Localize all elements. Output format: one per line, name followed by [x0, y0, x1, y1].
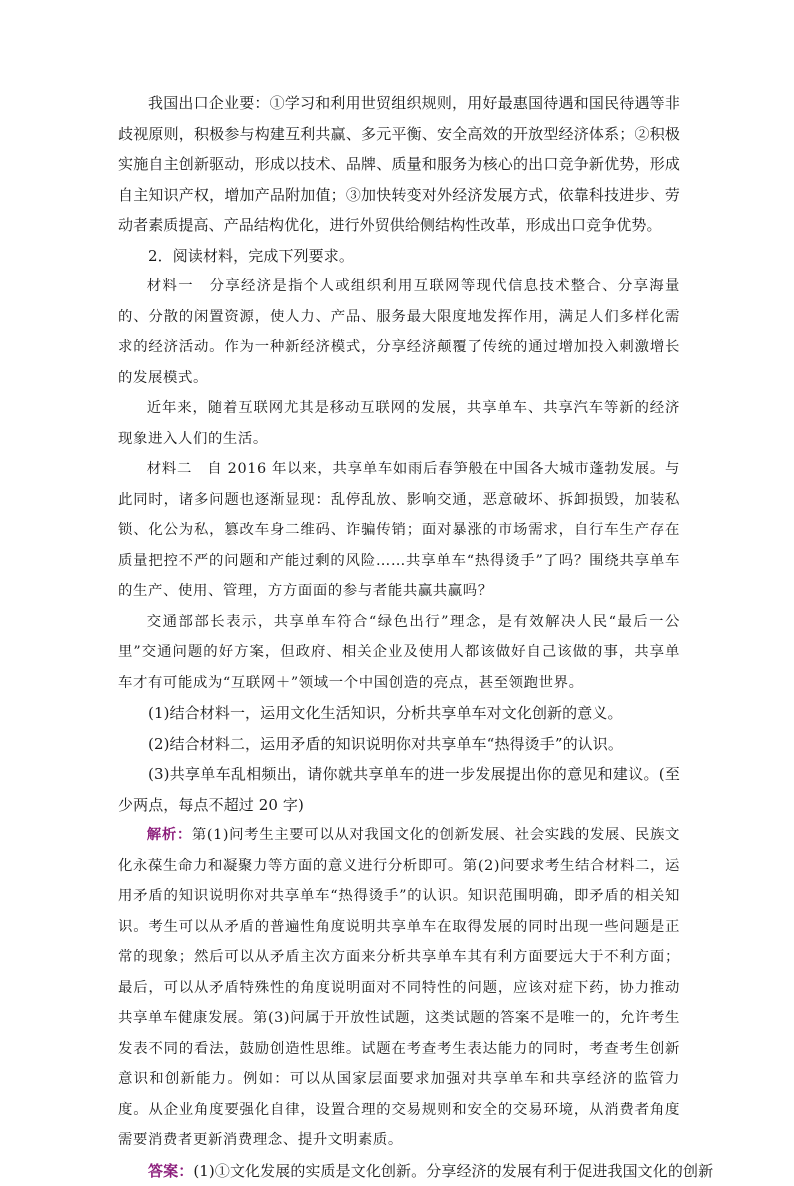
- question-2-1: (1)结合材料一，运用文化生活知识，分析共享单车对文化创新的意义。: [118, 698, 680, 729]
- material-1-text: 分享经济是指个人或组织利用互联网等现代信息技术整合、分享海量的、分散的闲置资源，使人力、产品、服务最大限度地发挥作用，满足人们多样化需求的经济活动。作为一种新经济模式，分享经济颠覆了传统的通过增加投入刺激增长的发展模式。: [118, 278, 680, 386]
- document-page: [118, 88, 680, 1186]
- material-1-paragraph-2: 近年来，随着互联网尤其是移动互联网的发展，共享单车、共享汽车等新的经济现象进入人们的生活。: [118, 393, 680, 454]
- material-1-label: 材料一: [147, 278, 194, 294]
- answer-text: (1)①文化发展的实质是文化创新。分享经济的发展有利于促进我国文化的创新: [193, 1162, 713, 1180]
- material-2-text: 自 2016 年以来，共享单车如雨后春笋般在中国各大城市蓬勃发展。与此同时，诸多问题也逐渐显现：乱停乱放、影响交通，恶意破坏、拆卸损毁，加装私锁、化公为私，篡改车身二维码、诈骗传销；面对暴涨的市场需求，自行车生产存在质量把控不严的问题和产能过剩的风险……共享单车“热得烫手”了吗？围绕共享单车的生产、使用、管理，方方面面的参与者能共赢共赢吗？: [118, 461, 680, 599]
- material-1: [118, 271, 680, 393]
- answer: [118, 1156, 680, 1186]
- question-2-2: (2)结合材料二，运用矛盾的知识说明你对共享单车“热得烫手”的认识。: [118, 729, 680, 760]
- question-2-3: (3)共享单车乱相频出，请你就共享单车的进一步发展提出你的意见和建议。(至少两点，每点不超过 20 字): [118, 759, 680, 820]
- analysis-label: 解析：: [147, 826, 192, 843]
- analysis-text: 第(1)问考生主要可以从对我国文化的创新发展、社会实践的发展、民族文化永葆生命力和凝聚力等方面的意义进行分析即可。第(2)问要求考生结合材料二，运用矛盾的知识说明你对共享单车“热得烫手”的认识。知识范围明确，即矛盾的相关知识。考生可以从矛盾的普遍性角度说明共享单车在取得发展的同时出现一些问题是正常的现象；然后可以从矛盾主次方面来分析共享单车其有利方面要远大于不利方面；最后，可以从矛盾特殊性的角度说明面对不同特性的问题，应该对症下药，协力推动共享单车健康发展。第(3)问属于开放性试题，这类试题的答案不是唯一的，允许考生发表不同的看法，鼓励创造性思维。试题在考查考生表达能力的同时，考查考生创新意识和创新能力。例如：可以从国家层面要求加强对共享单车和共享经济的监管力度。从企业角度要强化自律，设置合理的交易规则和安全的交易环境，从消费者角度需要消费者更新消费理念、提升文明素质。: [118, 827, 680, 1148]
- question-2-title: 2．阅读材料，完成下列要求。: [118, 241, 680, 272]
- answer-label: 答案：: [148, 1162, 193, 1180]
- q1-answer-continuation: 我国出口企业要：①学习和利用世贸组织规则，用好最惠国待遇和国民待遇等非歧视原则，积极参与构建互利共赢、多元平衡、安全高效的开放型经济体系；②积极实施自主创新驱动，形成以技术、品牌、质量和服务为核心的出口竞争新优势，形成自主知识产权，增加产品附加值；③加快转变对外经济发展方式，依靠科技进步、劳动者素质提高、产品结构优化，进行外贸供给侧结构性改革，形成出口竞争优势。: [118, 88, 680, 241]
- material-2: [118, 454, 680, 607]
- material-2-label: 材料二: [147, 461, 192, 477]
- material-2-paragraph-2: 交通部部长表示，共享单车符合“绿色出行”理念，是有效解决人民“最后一公里”交通问题的好方案，但政府、相关企业及使用人都该做好自己该做的事，共享单车才有可能成为“互联网＋”领域一个中国创造的亮点，甚至领跑世界。: [118, 607, 680, 699]
- analysis: [118, 820, 680, 1156]
